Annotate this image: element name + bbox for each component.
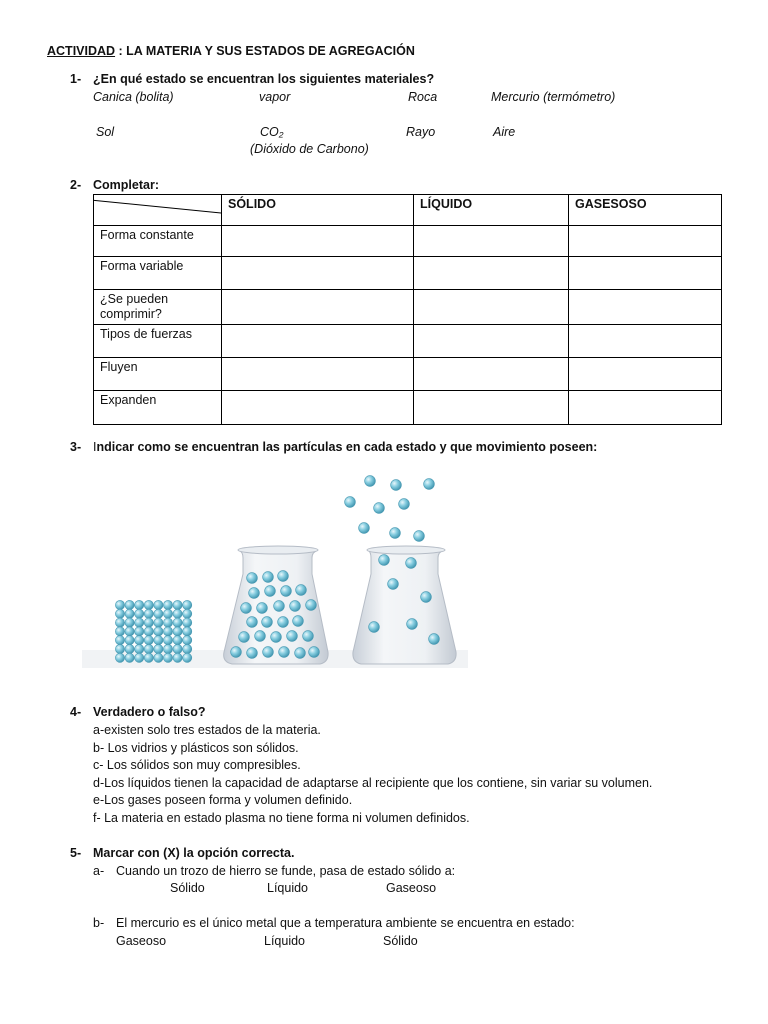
table-cell[interactable] bbox=[569, 257, 722, 290]
solid-particle bbox=[115, 636, 124, 645]
solid-particle bbox=[135, 653, 144, 662]
liquid-flask-rim bbox=[238, 546, 318, 554]
q4-item: d-Los líquidos tienen la capacidad de adaptarse al recipiente que los contiene, sin variar su volumen. bbox=[93, 776, 653, 790]
liquid-particle bbox=[278, 571, 289, 582]
solid-particle bbox=[163, 644, 172, 653]
gas-flask-rim bbox=[367, 546, 445, 554]
liquid-particle bbox=[239, 632, 250, 643]
q1-material: Roca bbox=[408, 90, 438, 104]
solid-particle bbox=[173, 600, 182, 609]
gas-particle bbox=[391, 480, 402, 491]
solid-particle bbox=[125, 644, 134, 653]
q1-material: CO₂ bbox=[260, 125, 284, 139]
gas-particle bbox=[359, 523, 370, 534]
q1-material: Rayo bbox=[406, 125, 436, 139]
q5a-option[interactable]: Gaseoso bbox=[386, 881, 437, 895]
solid-particle bbox=[173, 653, 182, 662]
q4-item: a-existen solo tres estados de la materia. bbox=[93, 723, 321, 737]
q1-material: Canica (bolita) bbox=[93, 90, 174, 104]
table-header-liquid: LÍQUIDO bbox=[414, 195, 569, 226]
table-cell[interactable] bbox=[414, 257, 569, 290]
solid-particle bbox=[144, 636, 153, 645]
solid-particle bbox=[163, 636, 172, 645]
table-cell[interactable] bbox=[222, 358, 414, 391]
solid-particle bbox=[154, 600, 163, 609]
q5a-option[interactable]: Líquido bbox=[267, 881, 309, 895]
table-cell[interactable] bbox=[414, 290, 569, 325]
liquid-particle bbox=[303, 631, 314, 642]
liquid-particle bbox=[255, 631, 266, 642]
table-cell[interactable] bbox=[569, 391, 722, 425]
table-cell[interactable] bbox=[569, 325, 722, 358]
table-cell[interactable] bbox=[414, 226, 569, 257]
solid-particle bbox=[144, 600, 153, 609]
table-cell[interactable] bbox=[222, 391, 414, 425]
solid-particle bbox=[135, 627, 144, 636]
liquid-particle bbox=[231, 647, 242, 658]
solid-particle bbox=[183, 636, 192, 645]
solid-particle bbox=[183, 600, 192, 609]
solid-particle bbox=[144, 609, 153, 618]
solid-particle bbox=[163, 609, 172, 618]
solid-particle bbox=[154, 618, 163, 627]
q5a-text: Cuando un trozo de hierro se funde, pasa de estado sólido a: bbox=[116, 864, 456, 878]
gas-particle bbox=[429, 634, 440, 645]
solid-particle bbox=[183, 609, 192, 618]
gas-particle bbox=[365, 476, 376, 487]
table-cell[interactable] bbox=[414, 391, 569, 425]
liquid-particle bbox=[293, 616, 304, 627]
table-header-gas: GASESOSO bbox=[569, 195, 722, 226]
solid-particle bbox=[135, 618, 144, 627]
gas-particle bbox=[379, 555, 390, 566]
q1-material: Aire bbox=[493, 125, 516, 139]
table-cell[interactable] bbox=[222, 257, 414, 290]
table-row-label: Fluyen bbox=[94, 358, 222, 391]
liquid-particle bbox=[247, 648, 258, 659]
liquid-particle bbox=[262, 617, 273, 628]
solid-particle bbox=[115, 618, 124, 627]
solid-particle bbox=[173, 609, 182, 618]
gas-particle bbox=[414, 531, 425, 542]
liquid-particle bbox=[281, 586, 292, 597]
q1-number: 1- bbox=[70, 72, 82, 86]
liquid-particle bbox=[263, 572, 274, 583]
q4-prompt: Verdadero o falso? bbox=[93, 705, 206, 719]
q3-prompt bbox=[93, 440, 597, 454]
particles-illustration bbox=[82, 462, 468, 668]
table-corner-cell bbox=[94, 195, 222, 226]
solid-particle bbox=[135, 609, 144, 618]
q5-prompt: Marcar con (X) la opción correcta. bbox=[93, 846, 295, 860]
table-cell[interactable] bbox=[222, 226, 414, 257]
solid-particle bbox=[154, 644, 163, 653]
solid-particle bbox=[183, 627, 192, 636]
liquid-particle bbox=[306, 600, 317, 611]
liquid-particle bbox=[290, 601, 301, 612]
page-title bbox=[47, 44, 415, 58]
q4-item: e-Los gases poseen forma y volumen definido. bbox=[93, 793, 353, 807]
solid-particle bbox=[163, 627, 172, 636]
solid-particle bbox=[115, 609, 124, 618]
liquid-particle bbox=[249, 588, 260, 599]
solid-particle bbox=[125, 600, 134, 609]
solid-particle bbox=[173, 618, 182, 627]
gas-particle bbox=[374, 503, 385, 514]
liquid-particle bbox=[271, 632, 282, 643]
solid-particle bbox=[144, 644, 153, 653]
table-row-label: Tipos de fuerzas bbox=[94, 325, 222, 358]
solid-particle bbox=[183, 618, 192, 627]
table-cell[interactable] bbox=[569, 226, 722, 257]
solid-particle bbox=[125, 636, 134, 645]
solid-particle bbox=[125, 618, 134, 627]
solid-particle bbox=[173, 636, 182, 645]
table-row-label: ¿Se pueden comprimir? bbox=[94, 290, 222, 325]
liquid-particle bbox=[274, 601, 285, 612]
solid-particle bbox=[125, 609, 134, 618]
gas-particle bbox=[345, 497, 356, 508]
gas-particle bbox=[421, 592, 432, 603]
q5b-text: El mercurio es el único metal que a temperatura ambiente se encuentra en estado: bbox=[116, 916, 575, 930]
solid-particle bbox=[144, 627, 153, 636]
solid-particle bbox=[173, 644, 182, 653]
table-cell[interactable] bbox=[222, 325, 414, 358]
gas-particle bbox=[369, 622, 380, 633]
table-cell[interactable] bbox=[222, 290, 414, 325]
q1-prompt: ¿En qué estado se encuentran los siguientes materiales? bbox=[93, 72, 435, 86]
liquid-particle bbox=[241, 603, 252, 614]
gas-particle bbox=[424, 479, 435, 490]
liquid-particle bbox=[309, 647, 320, 658]
table-row-label: Expanden bbox=[94, 391, 222, 425]
q3-number: 3- bbox=[70, 440, 82, 454]
gas-particle bbox=[399, 499, 410, 510]
solid-particle bbox=[163, 618, 172, 627]
diagonal-line bbox=[94, 195, 221, 225]
states-table bbox=[93, 194, 722, 425]
solid-particle bbox=[115, 600, 124, 609]
table-row-label: Forma constante bbox=[94, 226, 222, 257]
solid-particle bbox=[154, 636, 163, 645]
solid-particle bbox=[125, 627, 134, 636]
table-row-label: Forma variable bbox=[94, 257, 222, 290]
liquid-particle bbox=[247, 617, 258, 628]
solid-particle bbox=[115, 627, 124, 636]
gas-particle bbox=[390, 528, 401, 539]
table-cell[interactable] bbox=[414, 358, 569, 391]
solid-particle bbox=[154, 609, 163, 618]
solid-particle bbox=[144, 618, 153, 627]
solid-particle bbox=[154, 653, 163, 662]
solid-particle bbox=[183, 644, 192, 653]
solid-particle bbox=[154, 627, 163, 636]
table-cell[interactable] bbox=[414, 325, 569, 358]
gas-particle bbox=[407, 619, 418, 630]
liquid-particle bbox=[263, 647, 274, 658]
q5a-label: a- bbox=[93, 864, 105, 878]
liquid-particle bbox=[247, 573, 258, 584]
table-cell[interactable] bbox=[569, 358, 722, 391]
solid-particle bbox=[135, 636, 144, 645]
q2-prompt: Completar: bbox=[93, 178, 159, 192]
title-rest: : LA MATERIA Y SUS ESTADOS DE AGREGACIÓN bbox=[115, 44, 415, 58]
gas-particle bbox=[406, 558, 417, 569]
q4-item: f- La materia en estado plasma no tiene forma ni volumen definidos. bbox=[93, 811, 470, 825]
q3-prompt-first: I bbox=[93, 440, 97, 454]
q4-item: c- Los sólidos son muy compresibles. bbox=[93, 758, 301, 772]
solid-particle bbox=[115, 653, 124, 662]
q1-co2-note: (Dióxido de Carbono) bbox=[250, 142, 369, 156]
solid-particle bbox=[163, 600, 172, 609]
solid-particle bbox=[144, 653, 153, 662]
gas-particle bbox=[388, 579, 399, 590]
solid-particle bbox=[135, 644, 144, 653]
solid-particle bbox=[163, 653, 172, 662]
q4-number: 4- bbox=[70, 705, 82, 719]
q3-prompt-rest: ndicar como se encuentran las partículas en cada estado y que movimiento poseen: bbox=[96, 440, 598, 454]
q5b-option[interactable]: Gaseoso bbox=[116, 934, 167, 948]
table-cell[interactable] bbox=[569, 290, 722, 325]
solid-particle bbox=[183, 653, 192, 662]
q1-material: vapor bbox=[259, 90, 291, 104]
solid-particle bbox=[115, 644, 124, 653]
solid-particle bbox=[173, 627, 182, 636]
q5-number: 5- bbox=[70, 846, 82, 860]
table-header-solid: SÓLIDO bbox=[222, 195, 414, 226]
liquid-particle bbox=[278, 617, 289, 628]
q5b-option[interactable]: Sólido bbox=[383, 934, 418, 948]
liquid-particle bbox=[287, 631, 298, 642]
liquid-particle bbox=[279, 647, 290, 658]
q1-material: Sol bbox=[96, 125, 115, 139]
liquid-particle bbox=[295, 648, 306, 659]
gas-flask bbox=[353, 550, 456, 664]
title-prefix: ACTIVIDAD bbox=[47, 44, 116, 58]
solid-particle bbox=[135, 600, 144, 609]
solid-particle bbox=[125, 653, 134, 662]
q5a-option[interactable]: Sólido bbox=[170, 881, 205, 895]
q5b-option[interactable]: Líquido bbox=[264, 934, 306, 948]
q1-material: Mercurio (termómetro) bbox=[491, 90, 616, 104]
liquid-particle bbox=[265, 586, 276, 597]
liquid-particle bbox=[296, 585, 307, 596]
liquid-particle bbox=[257, 603, 268, 614]
q5b-label: b- bbox=[93, 916, 105, 930]
q2-number: 2- bbox=[70, 178, 82, 192]
q4-item: b- Los vidrios y plásticos son sólidos. bbox=[93, 741, 299, 755]
